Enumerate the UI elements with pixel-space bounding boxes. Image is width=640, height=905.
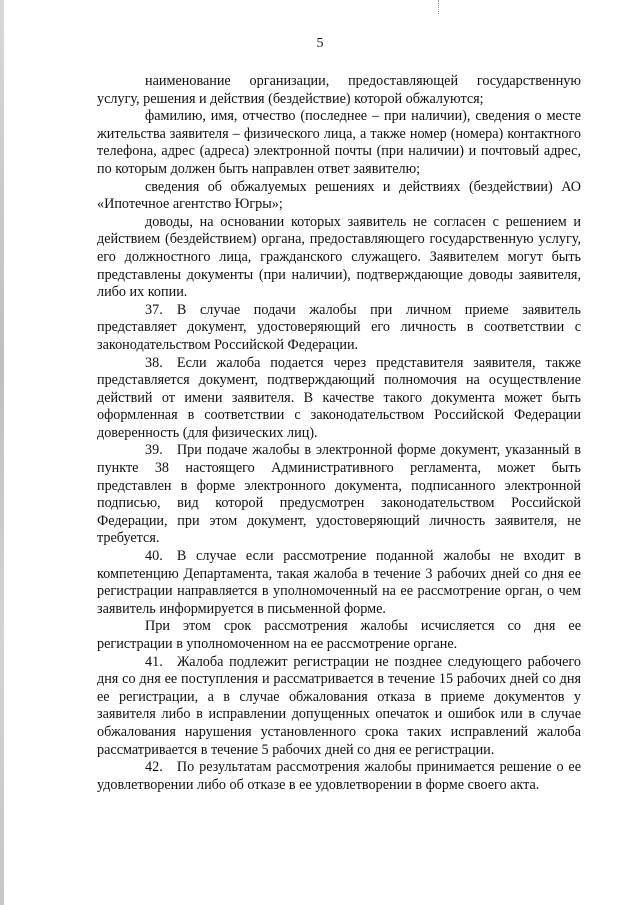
paragraph-42: 42. По результатам рассмотрения жалобы принимается решение о ее удовлетворении либо об отказе в ее удовлетворении в форме своего акта.	[97, 759, 581, 793]
paragraph-39: 39. При подаче жалобы в электронной форме документ, указанный в пункте 38 настоящего Административного регламента, может быть представлен в форме электронного документа, подписанного электронной подписью, вид которой предусмотрен законодательством Российской Федерации, при этом документ, удостоверяющий личность заявителя, не требуется.	[97, 442, 581, 547]
page-number: 5	[316, 36, 324, 51]
paragraph-term-calculation: При этом срок рассмотрения жалобы исчисляется со дня ее регистрации в уполномоченном на ее рассмотрение органе.	[97, 618, 581, 652]
paragraph-41: 41. Жалоба подлежит регистрации не позднее следующего рабочего дня со дня ее поступления и рассматривается в течение 15 рабочих дней со дня ее регистрации, а в случае обжалования отказа в приеме документов у заявителя либо в исправлении допущенных опечаток и ошибок или в случае обжалования нарушения установленного срока таких исправлений жалоба рассматривается в течение 5 рабочих дней со дня ее регистрации.	[97, 653, 581, 758]
paragraph-applicant-details: фамилию, имя, отчество (последнее – при наличии), сведения о месте жительства заявителя – физического лица, а также номер (номера) контактного телефона, адрес (адреса) электронной почты (при наличии) и почтовый адрес, по которым должен быть направлен ответ заявителю;	[97, 108, 581, 177]
document-body	[97, 73, 581, 794]
scan-top-mark	[438, 0, 440, 14]
paragraph-arguments: доводы, на основании которых заявитель не согласен с решением и действием (бездействием) органа, предоставляющего государственную услугу, его должностного лица, гражданского служащего. Заявителем могут быть представлены документы (при наличии), подтверждающие доводы заявителя, либо их копии.	[97, 213, 581, 301]
scan-left-edge	[0, 0, 4, 905]
paragraph-38: 38. Если жалоба подается через представителя заявителя, также представляется документ, подтверждающий полномочия на осуществление действий от имени заявителя. В качестве такого документа может быть оформленная в соответствии с законодательством Российской Федерации доверенность (для физических лиц).	[97, 354, 581, 441]
paragraph-appealed-decisions: сведения об обжалуемых решениях и действиях (бездействии) АО «Ипотечное агентство Югры»;	[97, 178, 581, 213]
paragraph-37: 37. В случае подачи жалобы при личном приеме заявитель представляет документ, удостоверяющий его личность в соответствии с законодательством Российской Федерации.	[97, 301, 581, 353]
paragraph-40: 40. В случае если рассмотрение поданной жалобы не входит в компетенцию Департамента, такая жалоба в течение 3 рабочих дней со дня ее регистрации направляется в уполномоченный на ее рассмотрение орган, о чем заявитель информируется в письменной форме.	[97, 548, 581, 617]
paragraph-organization-name: наименование организации, предоставляющей государственную услугу, решения и действия (бездействие) которой обжалуются;	[97, 73, 581, 107]
